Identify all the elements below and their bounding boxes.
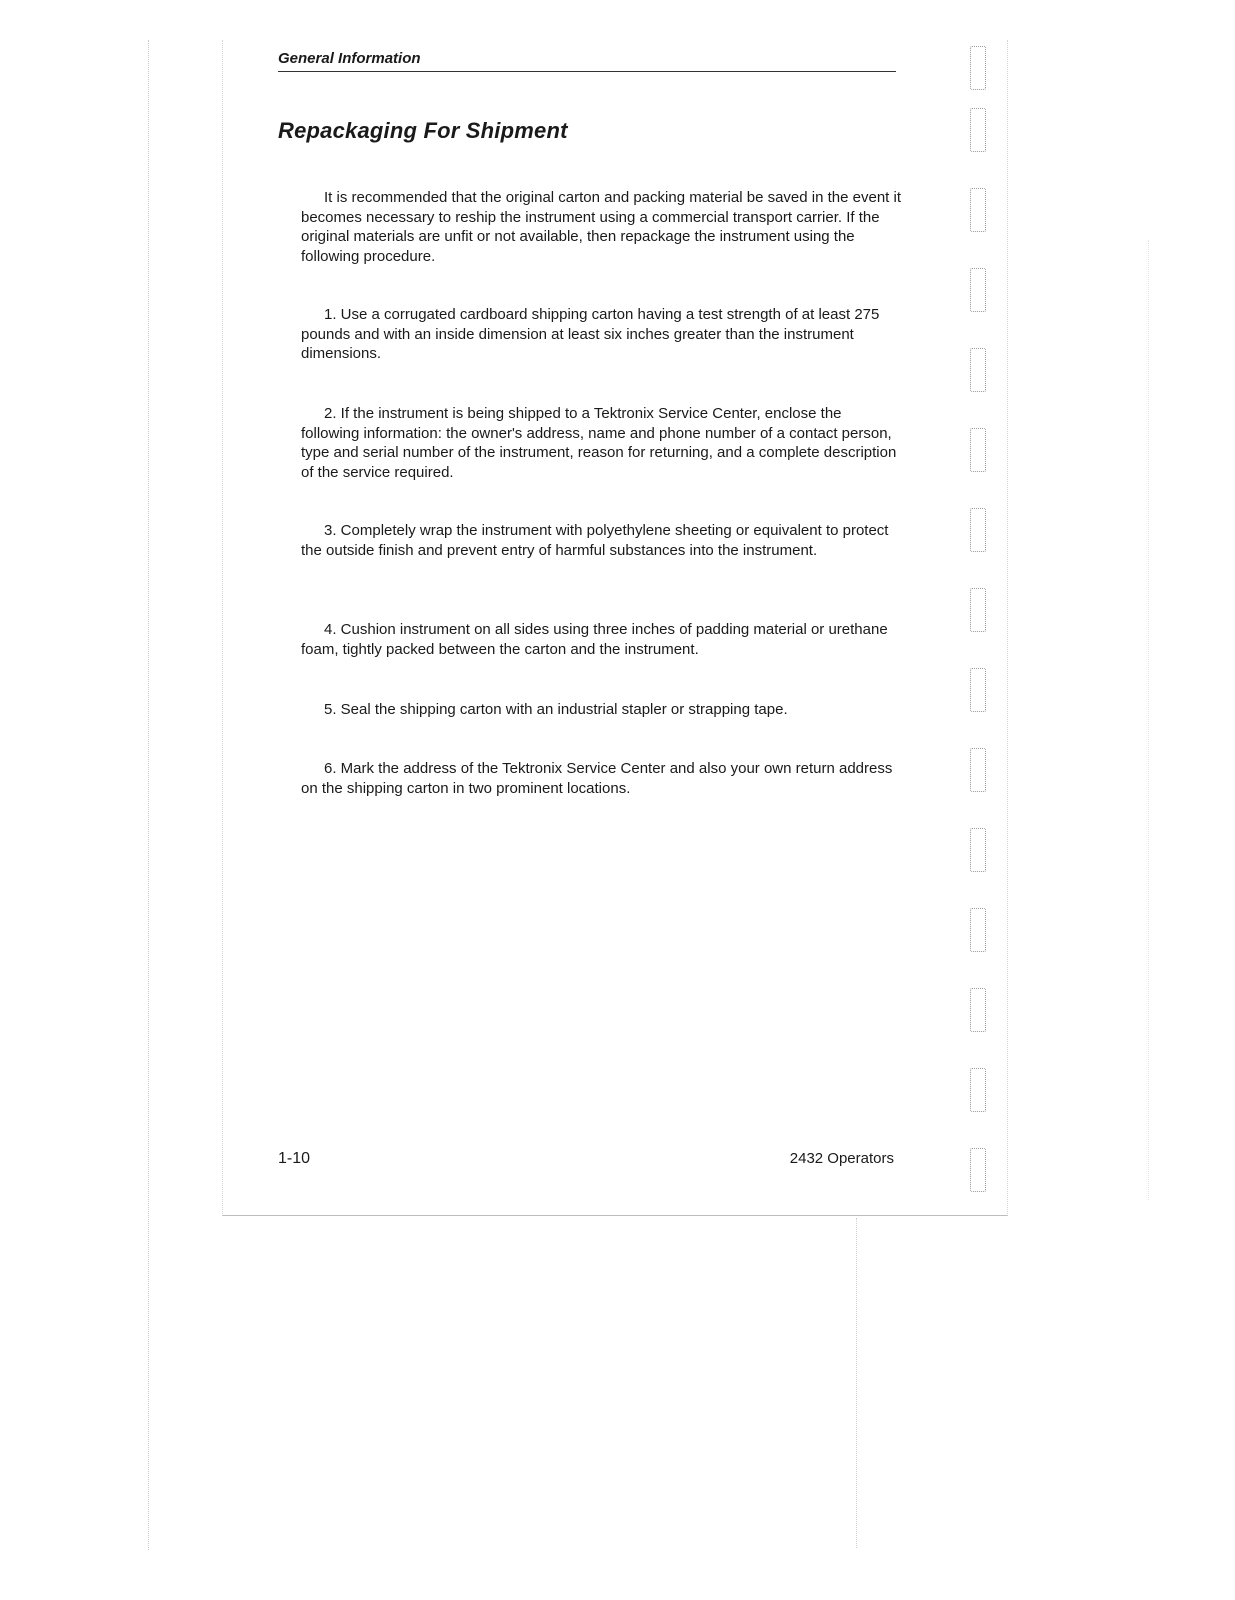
binder-tab — [970, 588, 986, 632]
step-3-paragraph: 3. Completely wrap the instrument with polyethylene sheeting or equivalent to protect the outside finish and prevent entry of harmful substances into the instrument. — [301, 522, 889, 559]
binder-tab — [970, 668, 986, 712]
manual-name: 2432 Operators — [789, 1150, 894, 1167]
page-number: 1-10 — [278, 1150, 311, 1167]
binder-tab-strip — [968, 40, 992, 1200]
binder-tab — [970, 348, 986, 392]
intro-paragraph: It is recommended that the original carton and packing material be saved in the event it becomes necessary to reship the instrument using a commercial transport carrier. If the original materials are unfit or not available, then repackage the instrument using the following procedure. — [301, 189, 901, 266]
binder-tab — [970, 1148, 986, 1192]
page-title: Repackaging For Shipment — [278, 118, 568, 143]
running-header: General Information — [278, 50, 896, 72]
step-5-paragraph: 5. Seal the shipping carton with an industrial stapler or strapping tape. — [324, 701, 788, 718]
binder-tab — [970, 908, 986, 952]
binder-tab — [970, 828, 986, 872]
binder-tab — [970, 508, 986, 552]
scan-artifact-right — [1148, 240, 1149, 1200]
binder-tab — [970, 1068, 986, 1112]
step-1-paragraph: 1. Use a corrugated cardboard shipping carton having a test strength of at least 275 pounds and with an inside dimension at least six inches greater than the instrument dimensions. — [301, 306, 880, 363]
binder-tab — [970, 46, 986, 90]
binder-tab — [970, 188, 986, 232]
binder-tab — [970, 988, 986, 1032]
step-2-paragraph: 2. If the instrument is being shipped to a Tektronix Service Center, enclose the following information: the owner's address, name and phone number of a contact person, type and serial number of the instrument, reason for returning, and a complete description of the service required. — [301, 405, 897, 482]
step-6-paragraph: 6. Mark the address of the Tektronix Service Center and also your own return address on the shipping carton in two prominent locations. — [301, 760, 893, 797]
binder-tab — [970, 108, 986, 152]
binder-tab — [970, 748, 986, 792]
binder-tab — [970, 268, 986, 312]
step-4-paragraph: 4. Cushion instrument on all sides using three inches of padding material or urethane foam, tightly packed between the carton and the instrument. — [301, 621, 888, 658]
scan-artifact-lower — [856, 1218, 857, 1548]
scan-artifact-left — [148, 40, 149, 1550]
binder-tab — [970, 428, 986, 472]
